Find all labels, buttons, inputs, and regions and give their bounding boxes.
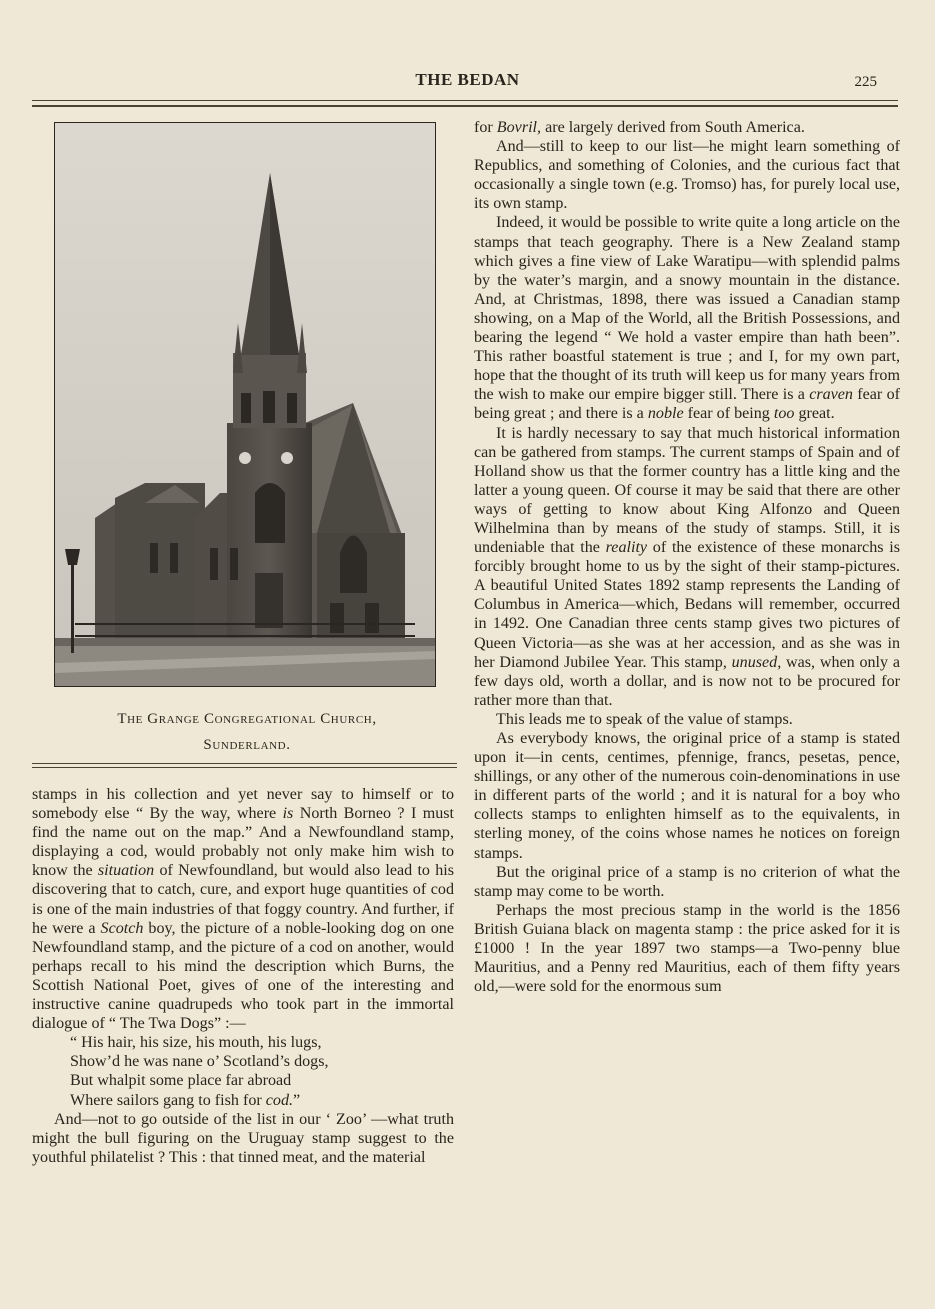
text-run: are largely derived from South America. [541, 119, 805, 136]
paragraph [32, 785, 454, 1033]
italic-run: too [773, 405, 795, 423]
church-photograph [54, 122, 436, 687]
page-number: 225 [854, 74, 877, 90]
caption-rule-2 [32, 767, 457, 768]
paragraph: Perhaps the most precious stamp in the world is the 1856 British Guiana black on magenta stamp : the price asked for it is £1000 ! In the year 1897 two stamps—a Two-penny blue Mauritius, and a Penny red Mauritius, each of them fifty years old,—were sold for the enormous sum [474, 901, 900, 996]
paragraph [474, 118, 900, 137]
text-run: Indeed, it would be possible to write quite a long article on the stamps that teach geography. There is a New Zealand stamp which gives a fine view of Lake Waratipu—with splendid palms by the water’s margin, and a snowy mountain in the distance. And, at Christmas, 1898, there was issued a Canadian stamp showing, on a Map of the World, all the British Possessions, and bearing the legend “ We hold a vaster empire than hath been”. This rather boastful statement is true ; and I, for my own part, hope that the thought of its truth will keep us for many years from the wish to make our empire bigger still. There is a [474, 214, 900, 404]
text-run: of Newfoundland, but would also lead to his discovering that to catch, cure, and export huge quantities of cod is one of the main industries of that foggy country. And further, if he were a [32, 862, 454, 937]
header-rule-thick [32, 105, 898, 107]
verse-line: Show’d he was nane o’ Scotland’s dogs, [70, 1053, 329, 1071]
left-column-text [32, 785, 454, 1167]
running-title: THE BEDAN [415, 70, 520, 89]
text-run: of the existence of these monarchs is forcibly brought home to us by the sight of their stamp-pictures. A beautiful United States 1892 stamp represents the Landing of Columbus in America—which, Bedans will remember, occurred in 1492. One Canadian three cents stamp gives two pictures of Queen Victoria—as she was at her accession, and as she was in her Diamond Jubilee Year. This stamp, [474, 539, 900, 671]
paragraph: But the original price of a stamp is no criterion of what the stamp may come to be worth. [474, 863, 900, 900]
text-run: boy, the picture of a noble-looking dog on one Newfoundland stamp, and the picture of a cod on another, would perhaps recall to his mind the description which Burns, the Scottish National Poet, gives of one of the interesting and instructive canine quadrupeds who took part in the immortal dialogue of “ The Twa Dogs” :— [32, 919, 454, 1033]
text-run: was, when only a few days old, worth a dollar, and is now not to be procured for rather more than that. [474, 653, 900, 709]
italic-run: Bovril, [496, 119, 542, 136]
text-run: great. [794, 405, 835, 423]
verse-line: “ His hair, his size, his mouth, his lugs, [70, 1034, 322, 1052]
header-rule [32, 100, 898, 101]
paragraph: This leads me to speak of the value of stamps. [496, 710, 793, 728]
text-run: for [474, 119, 497, 136]
paragraph [474, 424, 900, 710]
italic-run: Scotch [100, 919, 144, 937]
paragraph [474, 213, 900, 423]
text-run: fear of being [683, 405, 774, 423]
italic-run: noble [647, 405, 684, 423]
paragraph: And—not to go outside of the list in our ‘ Zoo’ —what truth might the bull figuring on the Uruguay stamp suggest to the youthful philatelist ? This : that tinned meat, and the material [32, 1110, 454, 1166]
figure-caption [32, 706, 462, 758]
verse-line: But whalpit some place far abroad [70, 1072, 292, 1090]
italic-run: craven [809, 386, 853, 404]
italic-run: unused, [731, 653, 782, 671]
italic-run: is [282, 805, 294, 823]
text-run: stamps in his collection and yet never say to himself or to somebody else “ By the way, where [32, 786, 454, 823]
paragraph: As everybody knows, the original price of a stamp is stated upon it—in cents, centimes, pfennige, francs, pesetas, pence, shillings, or any other of the numerous coin-denominations in use in different parts of the world ; and it is natural for a boy who collects stamps to enlighten himself as to the equivalents, in sterling money, of the coins whose names he notices on foreign stamps. [474, 730, 900, 862]
text-run: fear of being great ; and there is a [474, 386, 900, 423]
italic-run: situation [97, 862, 155, 880]
italic-run: reality [605, 539, 648, 557]
running-head [0, 70, 935, 94]
caption-line-2: Sunderland. [203, 737, 291, 753]
church-illustration [55, 123, 435, 686]
text-run: North Borneo ? I must find the name out on the map.” And a Newfoundland stamp, displaying a cod, would probably not only make him wish to know the [32, 805, 454, 880]
text-run: Where sailors gang to fish for [70, 1091, 266, 1109]
verse-line [70, 1091, 454, 1110]
italic-run: cod. [265, 1091, 294, 1109]
caption-rule [32, 763, 457, 764]
right-column-text [474, 118, 900, 996]
text-run: It is hardly necessary to say that much historical information can be gathered from stamps. The current stamps of Spain and of Holland show us that the former country has a little king and the latter a young queen. Of course it may be said that there are other ways of getting to know about King Alfonzo and Queen Wilhelmina than by means of the study of stamps. Still, it is undeniable that the [474, 424, 900, 557]
verse-quotation [32, 1033, 454, 1109]
text-run: ” [293, 1091, 301, 1109]
paragraph: And—still to keep to our list—he might learn something of Republics, and something of Colonies, and the curious fact that occasionally a single town (e.g. Tromso) has, for purely local use, its own stamp. [474, 138, 900, 213]
caption-line-1: The Grange Congregational Church, [117, 711, 377, 727]
